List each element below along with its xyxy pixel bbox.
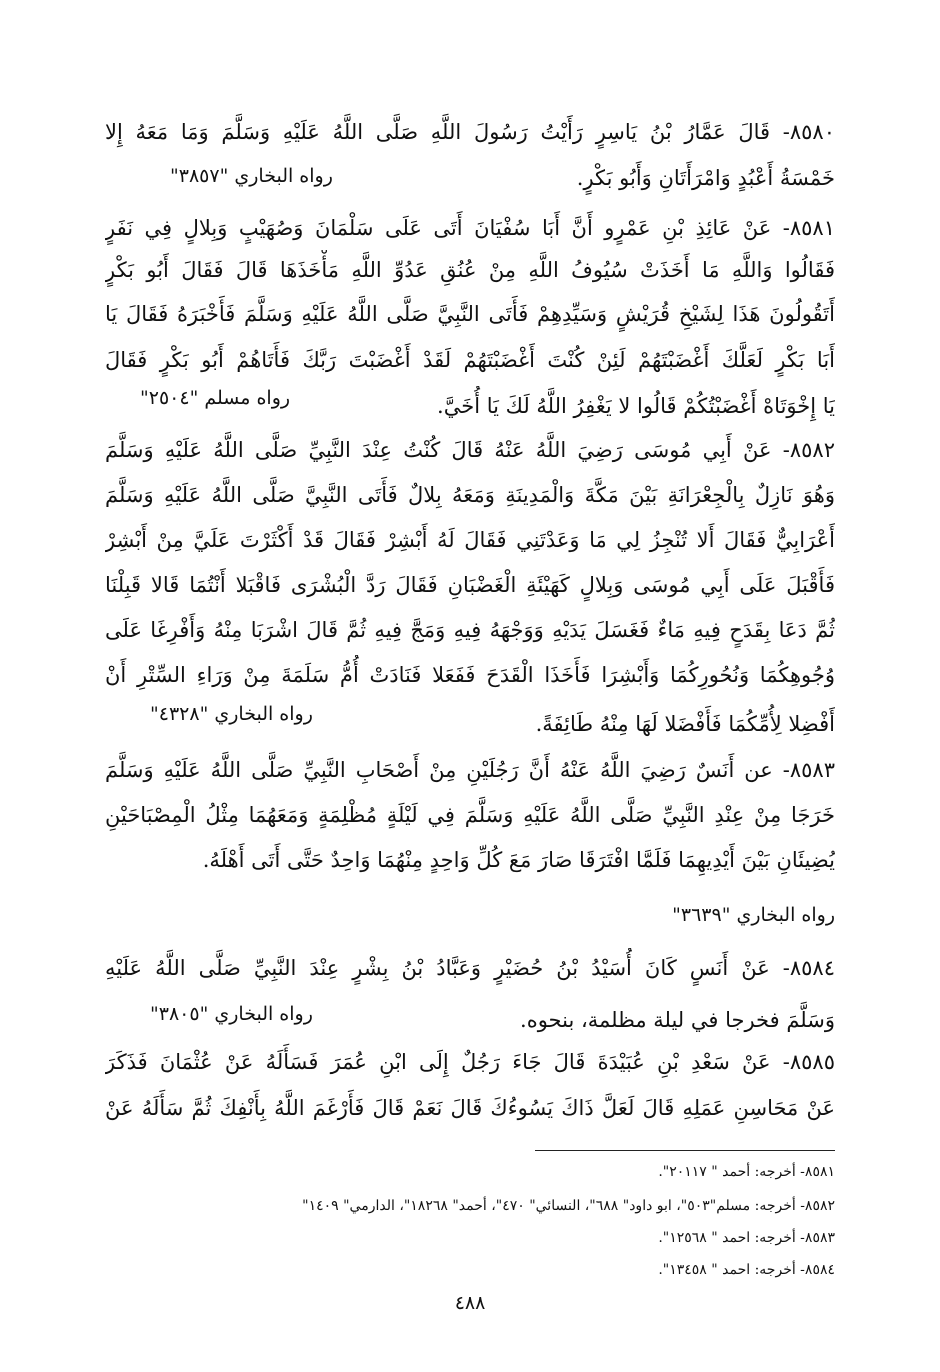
hadith-8581-line-3: أَتَقُولُونَ هَذَا لِشَيْخِ قُرَيْشٍ وَسَيِّدِهِمْ فَأَتَى النَّبِيَّ صَلَّى اللَّهُ عَلَيْهِ وَسَلَّمَ فَأَخْبَرَهُ فَقَالَ يَا	[105, 302, 835, 326]
hadith-8580-line-1: ٨٥٨٠- قَالَ عَمَّارُ بْنُ يَاسِرٍ رَأَيْتُ رَسُولَ اللَّهِ صَلَّى اللَّهُ عَلَيْهِ وَسَلَّمَ وَمَا مَعَهُ إِلا	[105, 120, 835, 144]
hadith-8581-line-1: ٨٥٨١- عَنْ عَائِذِ بْنِ عَمْرٍو أَنَّ أَبَا سُفْيَانَ أَتَى عَلَى سَلْمَانَ وَصُهَيْبٍ وَبِلالٍ فِي نَفَرٍ	[105, 216, 835, 240]
hadith-8581-line-5: يَا إِخْوَتَاهْ أَغْضَبْتُكُمْ قَالُوا لا يَغْفِرُ اللَّهُ لَكَ يَا أُخَيَّ.	[437, 394, 835, 418]
hadith-8584-reference: رواه البخاري "٣٨٠٥"	[150, 1003, 313, 1025]
hadith-8583-line-3: يُضِيئَانِ بَيْنَ أَيْدِيهِمَا فَلَمَّا افْتَرَقَا صَارَ مَعَ كُلِّ وَاحِدٍ مِنْهُمَا وَاحِدٌ حَتَّى أَتَى أَهْلَهُ.	[202, 848, 835, 872]
hadith-8581-line-4: أَبَا بَكْرٍ لَعَلَّكَ أَغْضَبْتَهُمْ لَئِنْ كُنْتَ أَغْضَبْتَهُمْ لَقَدْ أَغْضَبْتَ رَبَّكَ فَأَتَاهُمْ أَبُو بَكْرٍ فَقَالَ	[105, 348, 835, 372]
hadith-8582-line-3: أَعْرَابِيٌّ فَقَالَ أَلا تُنْجِزُ لِي مَا وَعَدْتَنِي فَقَالَ لَهُ أَبْشِرْ فَقَالَ قَدْ أَكْثَرْتَ عَلَيَّ مِنْ أَبْشِرْ	[105, 528, 835, 552]
hadith-8582-reference: رواه البخاري "٤٣٢٨"	[150, 703, 313, 725]
hadith-8584-line-2: وَسَلَّمَ فخرجا في ليلة مظلمة، بنحوه.	[520, 1008, 835, 1032]
hadith-8582-line-4: فَأَقْبَلَ عَلَى أَبِي مُوسَى وَبِلالٍ كَهَيْئَةِ الْغَضْبَانِ فَقَالَ رَدَّ الْبُشْرَى فَاقْبَلا أَنْتُمَا قَالا قَبِلْنَا	[105, 573, 835, 597]
footnote-divider	[535, 1150, 835, 1151]
hadith-8583-reference: رواه البخاري "٣٦٣٩"	[672, 904, 835, 926]
hadith-8582-line-2: وَهُوَ نَازِلٌ بِالْجِعْرَانَةِ بَيْنَ مَكَّةَ وَالْمَدِينَةِ وَمَعَهُ بِلالٌ فَأَتَى النَّبِيَّ صَلَّى اللَّهُ عَلَيْهِ وَسَلَّمَ	[105, 483, 835, 507]
page-number: ٤٨٨	[454, 1292, 486, 1314]
footnote-8582: ٨٥٨٢- أخرجه: مسلم"٥٠٣"، ابو داود" ٦٨٨"، النسائي" ٤٧٠"، أحمد" ١٨٢٦٨"، الدارمي" ١٤٠٩"	[302, 1198, 835, 1214]
hadith-8585-line-1: ٨٥٨٥- عَنْ سَعْدِ بْنِ عُبَيْدَةَ قَالَ جَاءَ رَجُلٌ إِلَى ابْنِ عُمَرَ فَسَأَلَهُ عَنْ عُثْمَانَ فَذَكَرَ	[105, 1050, 835, 1074]
hadith-8582-line-6: وُجُوهِكُمَا وَنُحُورِكُمَا وَأَبْشِرَا فَأَخَذَا الْقَدَحَ فَفَعَلا فَنَادَتْ أُمُّ سَلَمَةَ مِنْ وَرَاءِ السِّتْرِ أَنْ	[105, 663, 835, 687]
hadith-8583-line-2: خَرَجَا مِنْ عِنْدِ النَّبِيِّ صَلَّى اللَّهُ عَلَيْهِ وَسَلَّمَ فِي لَيْلَةٍ مُظْلِمَةٍ وَمَعَهُمَا مِثْلُ الْمِصْبَاحَيْنِ	[105, 803, 835, 827]
hadith-8582-line-7: أَفْضِلا لِأُمِّكُمَا فَأَفْضَلا لَهَا مِنْهُ طَائِفَةً.	[535, 712, 835, 736]
hadith-8582-line-1: ٨٥٨٢- عَنْ أَبِي مُوسَى رَضِيَ اللَّهُ عَنْهُ قَالَ كُنْتُ عِنْدَ النَّبِيِّ صَلَّى اللَّهُ عَلَيْهِ وَسَلَّمَ	[105, 438, 835, 462]
hadith-8584-line-1: ٨٥٨٤- عَنْ أَنَسٍ كَانَ أُسَيْدُ بْنُ حُضَيْرٍ وَعَبَّادُ بْنُ بِشْرٍ عِنْدَ النَّبِيِّ صَلَّى اللَّهُ عَلَيْهِ	[105, 956, 835, 980]
hadith-8582-line-5: ثُمَّ دَعَا بِقَدَحٍ فِيهِ مَاءٌ فَغَسَلَ يَدَيْهِ وَوَجْهَهُ فِيهِ وَمَجَّ فِيهِ ثُمَّ قَالَ اشْرَبَا مِنْهُ وَأَفْرِغَا عَلَى	[105, 618, 835, 642]
hadith-8581-line-2: فَقَالُوا وَاللَّهِ مَا أَخَذَتْ سُيُوفُ اللَّهِ مِنْ عُنُقِ عَدُوِّ اللَّهِ مَأْخَذَهَا قَالَ فَقَالَ أَبُو بَكْرٍ	[105, 258, 835, 282]
footnote-8581: ٨٥٨١- أخرجه: أحمد " ٢٠١١٧".	[658, 1164, 835, 1180]
footnote-8583: ٨٥٨٣- أخرجه: احمد " ١٢٥٦٨".	[658, 1230, 835, 1246]
hadith-8585-line-2: عَنْ مَحَاسِنِ عَمَلِهِ قَالَ لَعَلَّ ذَاكَ يَسُوءُكَ قَالَ نَعَمْ قَالَ فَأَرْغَمَ اللَّهُ بِأَنْفِكَ ثُمَّ سَأَلَهُ عَنْ	[105, 1096, 835, 1120]
hadith-8580-line-2: خَمْسَةُ أَعْبُدٍ وَامْرَأَتَانِ وَأَبُو بَكْرٍ.	[576, 166, 835, 190]
hadith-8583-line-1: ٨٥٨٣- عن أَنَسٌ رَضِيَ اللَّهُ عَنْهُ أَنَّ رَجُلَيْنِ مِنْ أَصْحَابِ النَّبِيِّ صَلَّى اللَّهُ عَلَيْهِ وَسَلَّمَ	[105, 758, 835, 782]
footnote-8584: ٨٥٨٤- أخرجه: احمد " ١٣٤٥٨".	[658, 1262, 835, 1278]
hadith-8580-reference: رواه البخاري "٣٨٥٧"	[170, 165, 333, 187]
hadith-8581-reference: رواه مسلم "٢٥٠٤"	[140, 387, 291, 409]
